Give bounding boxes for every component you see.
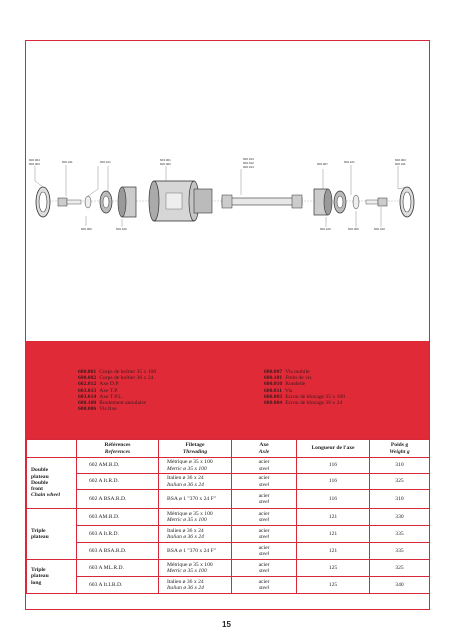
callout: 600.003: [29, 162, 40, 166]
shell-thread-section: [194, 189, 212, 213]
callout: 600.004: [29, 158, 40, 162]
bearing-right: [334, 191, 346, 213]
callouts-bottom: [81, 227, 385, 231]
header-group: [27, 440, 77, 458]
table-row: Double plateau Double front Chain wheel 602 AM.R.D. Métrique ø 35 x 100 Metric ø 35 x 100 acier steel 116 310: [27, 458, 430, 474]
group-label-triple: Triple plateau: [27, 509, 77, 560]
part-row: 600.101 Frein de vis: [264, 375, 312, 382]
page-number: 15: [222, 620, 231, 629]
bottom-bracket-shell: [149, 181, 199, 221]
callout: 600.012: [243, 161, 254, 165]
part-row: 602.012 Axe D.P.: [78, 381, 120, 388]
header-axle: Axe Axle: [232, 440, 297, 458]
callout: 600.100: [116, 227, 127, 231]
parts-list-band: [26, 341, 429, 439]
callout: 603.001: [160, 158, 171, 162]
callout: 600.101: [344, 160, 355, 164]
part-row: 603.014 Axe T.P.L.: [78, 393, 123, 400]
part-row: 600.100 Roulement annulaire: [78, 400, 146, 407]
exploded-view-diagram: [26, 41, 429, 341]
callout: 600.007: [317, 162, 328, 166]
washer-left: [85, 196, 91, 208]
washer-right: [353, 195, 359, 209]
part-row: 600.004 Ecrou de blocage 36 x 24: [264, 400, 343, 407]
header-weight: Poids g Weight g: [370, 440, 430, 458]
callout: 600.013: [243, 157, 254, 161]
callout: 600.101: [100, 160, 111, 164]
callout: 600.011: [62, 160, 73, 164]
lock-ring-left: [36, 187, 50, 217]
table-row: 603 A It.R.D. Italien ø 36 x 24 Italian ø 36 x 24 acier steel 121 335: [27, 526, 430, 543]
part-row: 600.010 Rondelle: [264, 381, 306, 388]
table-row: 603 A It.LR.D. Italien ø 36 x 24 Italian ø 36 x 24 acier steel 125 340: [27, 577, 430, 594]
callout: 600.010: [374, 227, 385, 231]
callout: 600.006: [81, 227, 92, 231]
parts-list-left: [78, 369, 156, 412]
part-row: 600.002 Corps de boîtier 36 x 24: [78, 375, 154, 382]
callout: 600.006: [348, 227, 359, 231]
table-row: 602 A BSA.R.D. BSA ø 1 "370 x 24 F" acier steel 116 310: [27, 490, 430, 509]
table-row: 602 A It.R.D. Italien ø 36 x 24 Italian ø 36 x 24 acier steel 116 325: [27, 474, 430, 490]
part-row: 600.011 Vis: [264, 387, 293, 394]
table-row: 603 A BSA.R.D. BSA ø 1 "370 x 24 F" acier steel 121 335: [27, 543, 430, 560]
callout: 600.011: [395, 162, 406, 166]
table-row: Triple plateau 603 AM.R.D. Métrique ø 35 x 100 Metric ø 35 x 100 acier steel 121 330: [27, 509, 430, 526]
callout: 600.014: [243, 165, 254, 169]
fixing-screw-left: [58, 198, 81, 206]
part-row: 603.013 Axe T.P.: [78, 387, 119, 394]
part-row: 600.001 Corps de boîtier 35 x 100: [78, 369, 157, 375]
lock-ring-right: [400, 187, 414, 217]
group-label-triple-long: Triple plateau long: [27, 560, 77, 594]
mobile-screw-right: [366, 198, 387, 206]
bearing-left: [100, 191, 112, 213]
axle: [222, 195, 302, 208]
callout: 600.100: [320, 227, 331, 231]
bearing-cup-left: [118, 187, 136, 217]
header-length: Longueur de l'axe: [297, 440, 370, 458]
part-row: 600.007 Vis mobile: [264, 369, 310, 375]
callouts-top: [29, 157, 406, 169]
parts-list-right: [264, 369, 345, 406]
table-header-row: [27, 440, 430, 458]
bearing-cup-right: [314, 189, 332, 215]
header-threading: Filetage Threading: [159, 440, 232, 458]
header-references: Références References: [77, 440, 159, 458]
callout: 600.003: [395, 158, 406, 162]
spec-table: [26, 439, 430, 594]
callout: 600.002: [160, 162, 171, 166]
part-row: 600.003 Ecrou de blocage 35 x 100: [264, 393, 345, 400]
part-row: 600.006 Vis fixe: [78, 406, 117, 413]
group-label-double: Double plateau Double front Chain wheel: [27, 458, 77, 509]
table-row: Triple plateau long 603 A ML.R.D. Métrique ø 35 x 100 Metric ø 35 x 100 acier steel 125 325: [27, 560, 430, 577]
